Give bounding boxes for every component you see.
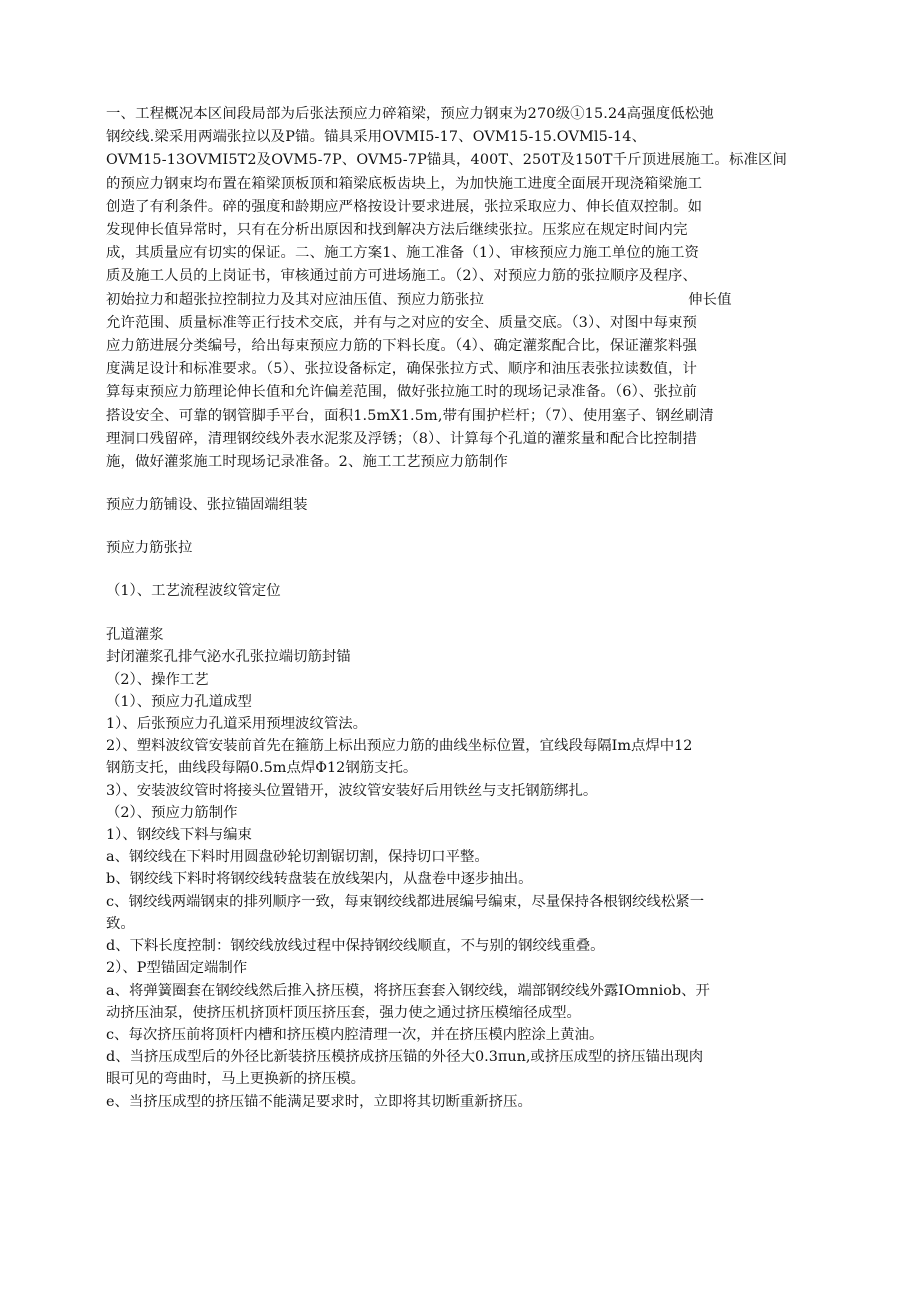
intro-line: 施，做好灌浆施工时现场记录准备。2、施工工艺预应力筋制作 — [106, 454, 508, 471]
intro-line: 度满足设计和标准要求。（5）、张拉设备标定，确保张拉方式、顺序和油压表张拉读数值，计 — [106, 361, 698, 378]
procedure-line: 孔道灌浆 — [106, 627, 164, 644]
document-page — [106, 103, 820, 1113]
procedure-line: 动挤压油泵，使挤压机挤顶杆顶压挤压套，强力使之通过挤压模缩径成型。 — [106, 1004, 581, 1021]
procedure-line: 1）、钢绞线下料与编束 — [106, 827, 252, 844]
procedure-line: 致。 — [106, 915, 135, 932]
procedure-line: 眼可见的弯曲时，马上更换新的挤压模。 — [106, 1071, 366, 1088]
intro-line: 应力筋进展分类编号，给出每束预应力筋的下料长度。（4）、确定灌浆配合比，保证灌浆料强 — [106, 338, 698, 355]
intro-line: 创造了有利条件。碎的强度和龄期应严格按设计要求进展，张拉采取应力、伸长值双控制。如 — [106, 198, 703, 215]
procedure-list — [106, 624, 820, 1112]
intro-line: 允许范围、质量标准等正行技术交底，并有与之对应的安全、质量交底。（3）、对图中每束预 — [106, 314, 698, 331]
intro-line-head: 初始拉力和超张拉控制拉力及其对应油压值、预应力筋张拉 — [106, 291, 485, 308]
procedure-line: 钢筋支托，曲线段每隔0.5m点焊Φ12钢筋支托。 — [106, 760, 418, 777]
procedure-line: （2）、操作工艺 — [106, 671, 209, 688]
intro-line: 的预应力钢束均布置在箱梁顶板顶和箱梁底板齿块上，为加快施工进度全面展开现浇箱梁施工 — [106, 175, 703, 192]
intro-line-with-gap — [106, 289, 820, 312]
intro-line: 钢绞线.梁采用两端张拉以及P锚。锚具采用OVMI5-17、OVM15-15.OVMl5-14、 — [106, 129, 647, 146]
procedure-line: e、当挤压成型的挤压锚不能满足要求时，立即将其切断重新挤压。 — [106, 1093, 532, 1110]
flow-line-tensioning: 预应力筋张拉 — [106, 540, 193, 557]
intro-line: 一、工程概况本区间段局部为后张法预应力碎箱梁，预应力钢束为270级①15.24高强度低松弛 — [106, 106, 714, 122]
flow-line-tendon-assembly: 预应力筋铺设、张拉锚固端组装 — [106, 497, 308, 514]
intro-paragraph — [106, 103, 820, 474]
procedure-line: 3）、安装波纹管时将接头位置错开，波纹管安装好后用铁丝与支托钢筋绑扎。 — [106, 782, 598, 799]
intro-line: 理洞口残留碎，清理钢绞线外表水泥浆及浮锈；（8）、计算每个孔道的灌浆量和配合比控制措 — [106, 430, 698, 447]
procedure-line: 封闭灌浆孔排气泌水孔张拉端切筋封锚 — [106, 649, 351, 666]
intro-line: 成，其质量应有切实的保证。二、施工方案1、施工准备（1）、审核预应力施工单位的施工资 — [106, 245, 700, 262]
flow-line-duct-positioning: （1）、工艺流程波纹管定位 — [106, 583, 281, 600]
procedure-line: a、将弹簧圈套在钢绞线然后推入挤压模，将挤压套套入钢绞线，端部钢绞线外露IOmniob、开 — [106, 982, 710, 999]
procedure-line: （1）、预应力孔道成型 — [106, 693, 252, 710]
procedure-line: b、钢绞线下料时将钢绞线转盘装在放线架内，从盘卷中逐步抽出。 — [106, 871, 533, 888]
procedure-line: 2）、塑料波纹管安装前首先在箍筋上标出预应力筋的曲线坐标位置，宜线段每隔Im点焊中12 — [106, 738, 693, 755]
intro-line: 质及施工人员的上岗证书，审核通过前方可进场施工。（2）、对预应力筋的张拉顺序及程序、 — [106, 268, 698, 285]
intro-line: OVM15-13OVMI5T2及OVM5-7P、OVM5-7P锚具，400T、250T及150T千斤顶进展施工。标准区间 — [106, 152, 788, 169]
procedure-line: 2）、P型锚固定端制作 — [106, 960, 248, 977]
intro-line: 发现伸长值异常时，只有在分析出原因和找到解决方法后继续张拉。压浆应在规定时间内完 — [106, 222, 688, 239]
procedure-line: c、钢绞线两端钢束的排列顺序一致，每束钢绞线都进展编号编束，尽量保持各根钢绞线松紧一 — [106, 893, 705, 910]
intro-line-tail: 伸长值 — [688, 291, 732, 308]
intro-line: 搭设安全、可靠的钢管脚手平台，面积1.5mX1.5m,带有围护栏杆；（7）、使用塞子、钢丝刷清 — [106, 407, 714, 424]
intro-line: 算每束预应力筋理论伸长值和允许偏差范围，做好张拉施工时的现场记录准备。（6）、张拉前 — [106, 384, 698, 401]
procedure-line: d、下料长度控制：钢绞线放线过程中保持钢绞线顺直，不与别的钢绞线重叠。 — [106, 938, 605, 955]
procedure-line: （2）、预应力筋制作 — [106, 804, 238, 821]
procedure-line: d、当挤压成型后的外径比新装挤压模挤成挤压锚的外径大0.3πun,或挤压成型的挤压锚出现肉 — [106, 1049, 704, 1066]
procedure-line: a、钢绞线在下料时用圆盘砂轮切割锯切割，保持切口平整。 — [106, 849, 489, 866]
procedure-line: 1）、后张预应力孔道采用预埋波纹管法。 — [106, 716, 367, 733]
procedure-line: c、每次挤压前将顶杆内槽和挤压模内腔清理一次，并在挤压模内腔涂上黄油。 — [106, 1026, 604, 1043]
